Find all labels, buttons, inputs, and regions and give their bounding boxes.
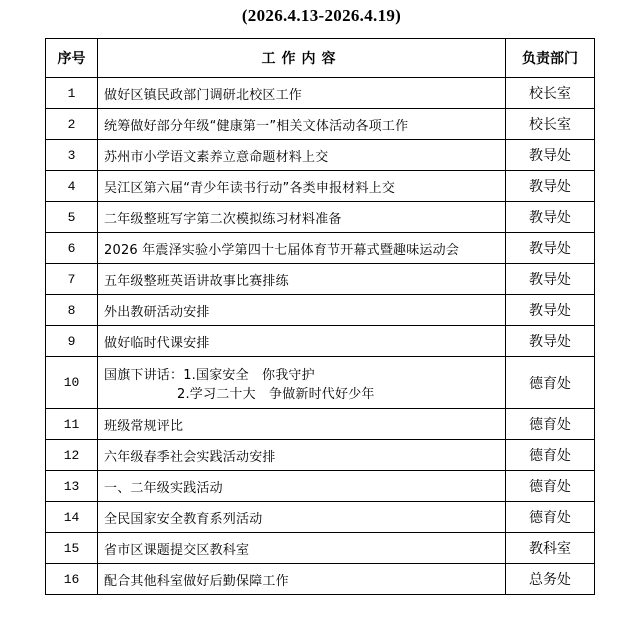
table-row xyxy=(46,440,595,471)
weekly-work-table xyxy=(45,38,595,595)
row-content: 班级常规评比 xyxy=(98,409,506,440)
row-dept: 德育处 xyxy=(506,409,595,440)
table-header-row xyxy=(46,39,595,78)
row-dept: 校长室 xyxy=(506,109,595,140)
date-range-title: (2026.4.13-2026.4.19) xyxy=(241,6,402,25)
row-dept: 教导处 xyxy=(506,326,595,357)
row-num: 12 xyxy=(46,440,98,471)
row-content: 统筹做好部分年级“健康第一”相关文体活动各项工作 xyxy=(98,109,506,140)
row-content: 配合其他科室做好后勤保障工作 xyxy=(98,564,506,595)
row-num: 13 xyxy=(46,471,98,502)
row-content: 做好区镇民政部门调研北校区工作 xyxy=(98,78,506,109)
row-content xyxy=(98,357,506,409)
row-dept: 教导处 xyxy=(506,140,595,171)
row-content: 五年级整班英语讲故事比赛排练 xyxy=(98,264,506,295)
row-dept: 校长室 xyxy=(506,78,595,109)
row-content: 六年级春季社会实践活动安排 xyxy=(98,440,506,471)
row-content: 吴江区第六届“青少年读书行动”各类申报材料上交 xyxy=(98,171,506,202)
table-row xyxy=(46,202,595,233)
table-row xyxy=(46,533,595,564)
row-num: 9 xyxy=(46,326,98,357)
table-row xyxy=(46,295,595,326)
row-content: 一、二年级实践活动 xyxy=(98,471,506,502)
row-num: 15 xyxy=(46,533,98,564)
row-dept: 教导处 xyxy=(506,295,595,326)
table-row xyxy=(46,471,595,502)
row-dept: 教导处 xyxy=(506,202,595,233)
row-num: 11 xyxy=(46,409,98,440)
row-dept: 教导处 xyxy=(506,264,595,295)
table-row xyxy=(46,357,595,409)
row-content: 外出教研活动安排 xyxy=(98,295,506,326)
table-row xyxy=(46,109,595,140)
row-dept: 德育处 xyxy=(506,471,595,502)
table-row xyxy=(46,564,595,595)
row-num: 14 xyxy=(46,502,98,533)
row-content: 全民国家安全教育系列活动 xyxy=(98,502,506,533)
row-content-line2: 2.学习二十大 争做新时代好少年 xyxy=(177,386,375,402)
row-num: 1 xyxy=(46,78,98,109)
row-dept: 总务处 xyxy=(506,564,595,595)
table-row xyxy=(46,326,595,357)
header-num: 序号 xyxy=(46,39,98,78)
row-dept: 教导处 xyxy=(506,171,595,202)
row-content: 二年级整班写字第二次模拟练习材料准备 xyxy=(98,202,506,233)
row-content-line1: 国旗下讲话：1.国家安全 你我守护 xyxy=(104,367,315,383)
header-dept: 负责部门 xyxy=(506,39,595,78)
row-dept: 教科室 xyxy=(506,533,595,564)
row-num: 2 xyxy=(46,109,98,140)
row-content: 省市区课题提交区教科室 xyxy=(98,533,506,564)
table-row xyxy=(46,264,595,295)
row-num: 8 xyxy=(46,295,98,326)
table-row xyxy=(46,409,595,440)
table-row xyxy=(46,171,595,202)
row-num: 5 xyxy=(46,202,98,233)
row-content: 苏州市小学语文素养立意命题材料上交 xyxy=(98,140,506,171)
header-content: 工作内容 xyxy=(98,39,506,78)
row-num: 3 xyxy=(46,140,98,171)
row-dept: 教导处 xyxy=(506,233,595,264)
row-num: 16 xyxy=(46,564,98,595)
table-row xyxy=(46,78,595,109)
row-dept: 德育处 xyxy=(506,440,595,471)
row-num: 7 xyxy=(46,264,98,295)
row-content: 2026 年震泽实验小学第四十七届体育节开幕式暨趣味运动会 xyxy=(98,233,506,264)
table-row xyxy=(46,502,595,533)
row-num: 4 xyxy=(46,171,98,202)
row-num: 10 xyxy=(46,357,98,409)
row-dept: 德育处 xyxy=(506,357,595,409)
row-num: 6 xyxy=(46,233,98,264)
row-content: 做好临时代课安排 xyxy=(98,326,506,357)
row-dept: 德育处 xyxy=(506,502,595,533)
table-row xyxy=(46,233,595,264)
table-row xyxy=(46,140,595,171)
